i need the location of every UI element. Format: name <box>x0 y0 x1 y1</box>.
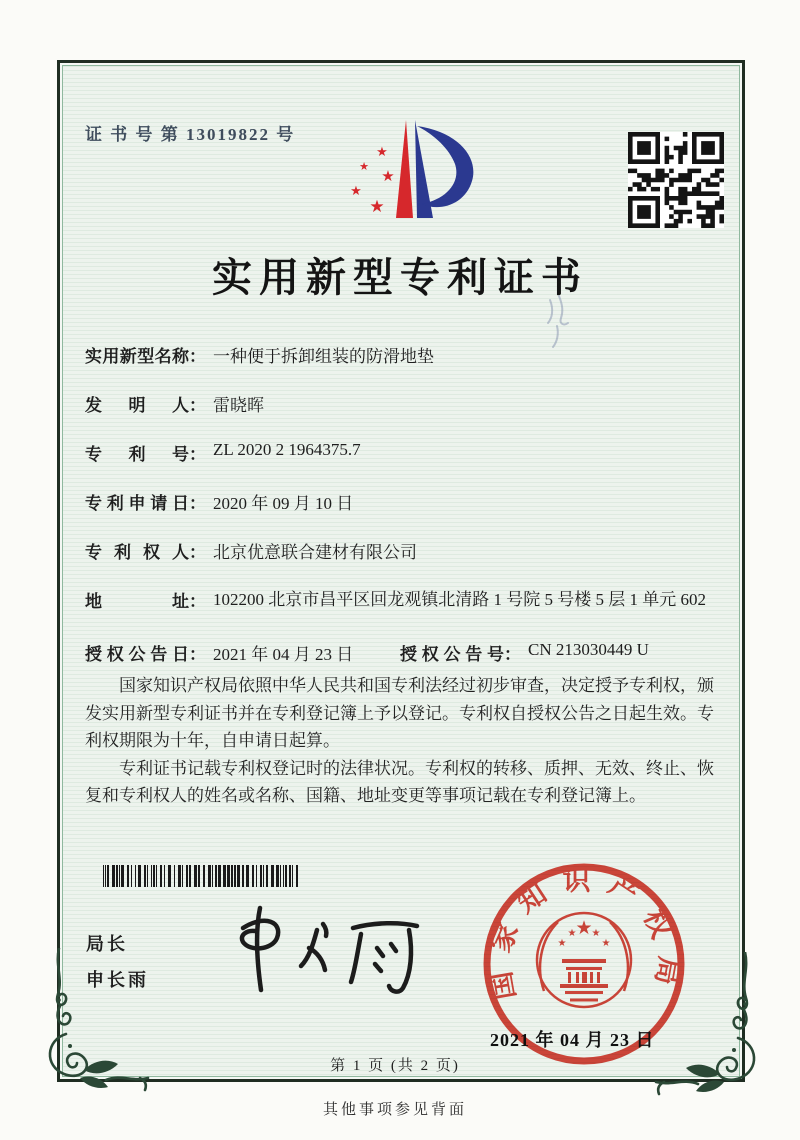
svg-text:★: ★ <box>381 167 395 185</box>
field-address <box>85 587 713 613</box>
field-colon: ： <box>189 645 206 664</box>
field-utility-model-name <box>85 342 434 367</box>
legal-text <box>85 672 727 810</box>
field-value: 2021 年 04 月 23 日 <box>213 645 354 664</box>
svg-text:★: ★ <box>369 197 385 217</box>
logo-red-wedge <box>396 120 413 218</box>
field-colon: ： <box>189 494 206 513</box>
field-value: 102200 北京市昌平区回龙观镇北清路 1 号院 5 号楼 5 层 1 单元 602 <box>213 590 706 609</box>
legal-paragraph-2: 专利证书记载专利权登记时的法律状况。专利权的转移、质押、无效、终止、恢复和专利权人的姓名或名称、国籍、地址变更等事项记载在专利登记簿上。 <box>85 758 714 805</box>
field-label: 授权公告日 <box>85 645 189 664</box>
field-value: 雷晓晖 <box>213 396 264 415</box>
barcode <box>103 864 303 888</box>
field-colon: ： <box>189 592 206 611</box>
field-label: 地址 <box>85 592 189 611</box>
seal-date: 2021 年 04 月 23 日 <box>490 1030 655 1050</box>
field-patent-number <box>85 440 361 465</box>
field-value: ZL 2020 2 1964375.7 <box>213 440 361 459</box>
field-colon: ： <box>189 543 206 562</box>
field-label: 实用新型名称 <box>85 347 189 366</box>
field-label: 专利号 <box>85 445 189 464</box>
logo-stars-icon <box>350 145 395 217</box>
seal-national-emblem <box>537 913 631 1007</box>
certificate-title: 实用新型专利证书 <box>212 255 588 300</box>
corner-flourish-left <box>36 948 156 1098</box>
certificate-number: 证 书 号 第 13019822 号 <box>85 125 296 144</box>
field-colon: ： <box>189 396 206 415</box>
svg-text:★: ★ <box>376 145 388 160</box>
svg-text:★: ★ <box>591 928 601 939</box>
legal-paragraph-1: 国家知识产权局依照中华人民共和国专利法经过初步审查，决定授予专利权，颁发实用新型专利证书并在专利登记簿上予以登记。专利权自授权公告之日起生效。专利权期限为十年，自申请日起算。 <box>85 676 714 750</box>
field-colon: ： <box>189 445 206 464</box>
field-application-date <box>85 489 353 514</box>
field-grant-number <box>400 640 649 665</box>
field-value: CN 213030449 U <box>528 640 649 659</box>
field-patentee <box>85 538 417 563</box>
qr-code <box>628 132 724 228</box>
field-value: 2020 年 09 月 10 日 <box>213 494 354 513</box>
svg-text:★: ★ <box>575 917 593 939</box>
svg-text:★: ★ <box>359 160 369 173</box>
svg-text:★: ★ <box>557 938 567 949</box>
svg-text:★: ★ <box>601 938 611 949</box>
field-colon: ： <box>504 645 521 664</box>
cnipa-logo <box>328 106 493 236</box>
field-value: 北京优意联合建材有限公司 <box>213 543 417 562</box>
field-colon: ： <box>189 347 206 366</box>
field-label: 授权公告号 <box>400 645 504 664</box>
director-title: 局长 <box>86 934 128 954</box>
seal-text: 国家知识产权局 <box>483 865 685 1002</box>
director-name: 申长雨 <box>86 970 149 990</box>
handwritten-mark <box>540 292 580 352</box>
page-number: 第 1 页 (共 2 页) <box>330 1058 460 1074</box>
field-value: 一种便于拆卸组装的防滑地垫 <box>213 347 434 366</box>
field-label: 专利申请日 <box>85 494 189 513</box>
director-signature <box>205 900 435 1000</box>
corner-flourish-right <box>648 952 768 1102</box>
svg-text:★: ★ <box>350 184 362 199</box>
field-label: 专利权人 <box>85 543 189 562</box>
field-grant-row <box>85 640 649 665</box>
back-side-note: 其他事项参见背面 <box>322 1102 467 1118</box>
svg-text:★: ★ <box>567 928 577 939</box>
field-grant-date <box>85 645 353 664</box>
barcode-bars <box>103 865 298 887</box>
field-label: 发明人 <box>85 396 189 415</box>
field-inventor <box>85 391 264 416</box>
